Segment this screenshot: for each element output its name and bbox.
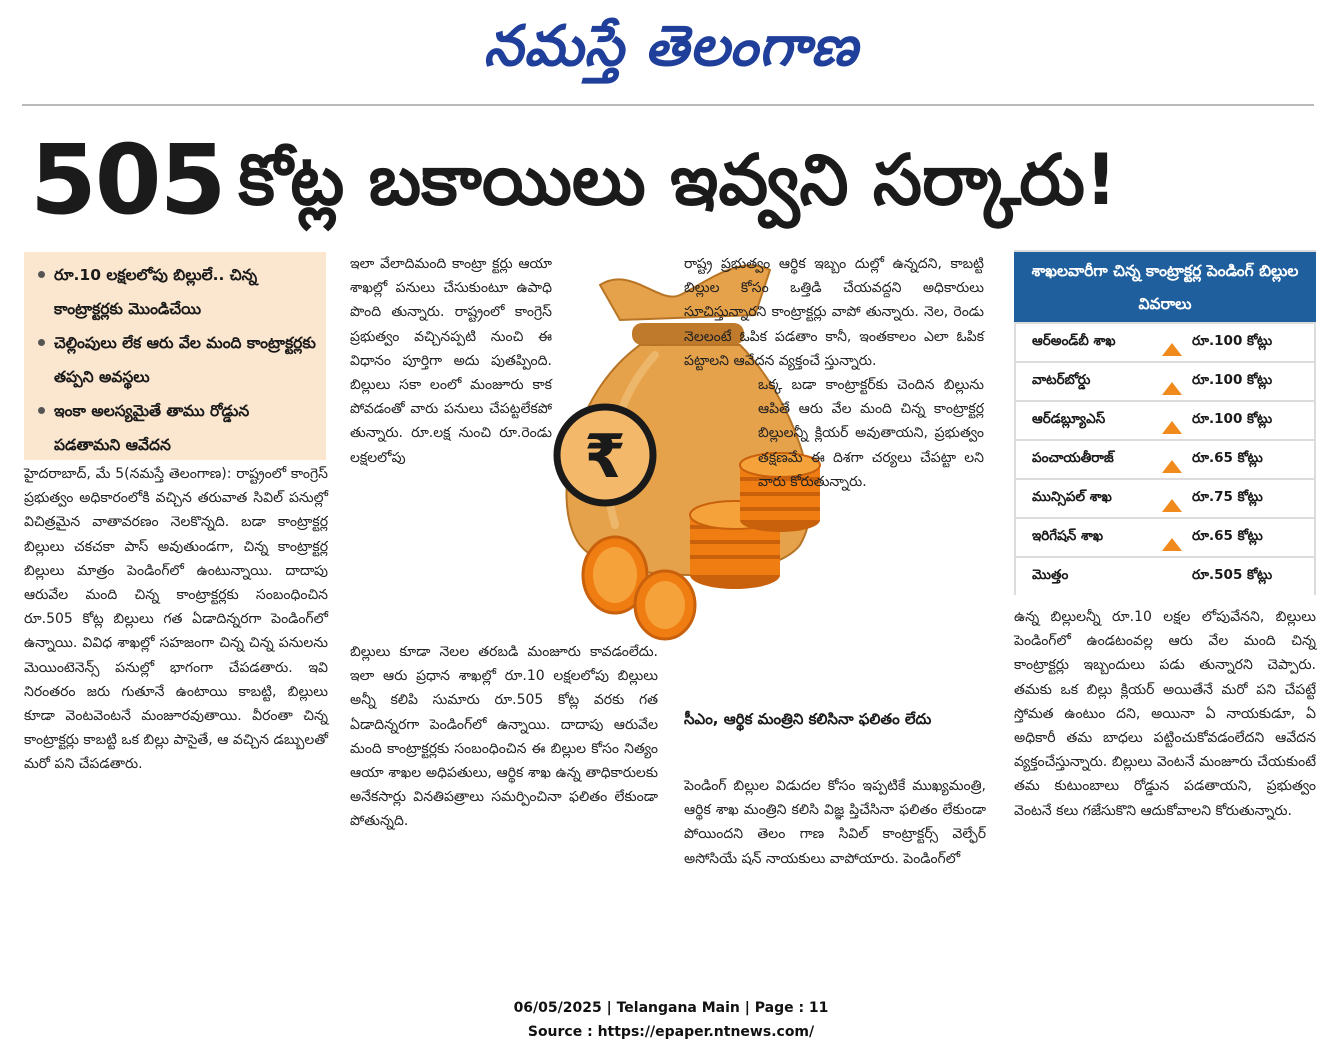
table-cell-amount: రూ.75 కోట్లు xyxy=(1192,489,1263,505)
arrow-up-icon xyxy=(1162,421,1182,434)
rupee-symbol: ₹ xyxy=(584,422,626,492)
article-paragraph: హైదరాబాద్, మే 5(నమస్తే తెలంగాణ): రాష్ట్రంలో కాంగ్రెస్ ప్రభుత్వం అధికారంలోకి వచ్చిన తరువాత సివిల్ పనుల్లో విచిత్రమైన వాతావరణం నెలకొన్నది. బడా కాంట్రాక్టర్ల బిల్లులు చకచకా పాస్ అవుతుండగా, చిన్న కాంట్రాక్టర్ల బిల్లులు మాత్రం పెండింగ్‌లో ఉంటున్నాయి. దాదాపు ఆరువేల మంది చిన్న కాంట్రాక్టర్లకు సంబంధించిన రూ.505 కోట్ల బిల్లులు గత ఏడాదిన్నరగా పెండింగ్‌లో ఉన్నాయి. వివిధ శాఖల్లో సహజంగా చిన్న చిన్న పనులను మెయింటెనెన్స్ పనుల్లో భాగంగా చేపడతారు. ఇవి నిరంతరం జరు గుతూనే ఉంటాయి కాబట్టి, బిల్లులు కూడా వెంటవెంటనే మంజూరవుతాయి. వీరంతా చిన్న కాంట్రాక్టర్లు కాబట్టి ఒక బిల్లు పాసైతే, ఆ వచ్చిన డబ్బులతో మరో పని చేపడతారు. xyxy=(24,466,328,773)
coin xyxy=(635,571,695,639)
arrow-up-icon xyxy=(1162,382,1182,395)
arrow-up-icon xyxy=(1162,460,1182,473)
table-cell-amount: రూ.65 కోట్లు xyxy=(1192,528,1263,544)
headline xyxy=(30,125,1315,235)
article-column-3-top xyxy=(684,252,984,494)
highlight-item: ఇంకా అలస్యమైతే తాము రోడ్డున పడతామని ఆవేదన xyxy=(34,394,318,462)
table-cell-dept: పంచాయతీరాజ్ xyxy=(1032,450,1114,466)
page-footer xyxy=(0,996,1342,1044)
article-column-1 xyxy=(24,462,328,777)
sub-heading: సీఎం, ఆర్థిక మంత్రిని కలిసినా ఫలితం లేదు xyxy=(684,710,932,728)
headline-number: 505 xyxy=(30,125,225,235)
table-title: శాఖలవారీగా చిన్న కాంట్రాక్టర్ల పెండింగ్ బిల్లుల వివరాలు xyxy=(1014,252,1316,322)
table-cell-dept: వాటర్‌బోర్డు xyxy=(1032,372,1091,388)
headline-text: కోట్ల బకాయిలు ఇవ్వని సర్కారు! xyxy=(238,139,1117,221)
table-cell-amount: రూ.505 కోట్లు xyxy=(1192,567,1273,583)
pending-bills-table xyxy=(1014,250,1316,595)
highlight-item: చెల్లింపులు లేక ఆరు వేల మంది కాంట్రాక్టర్లకు తప్పని అవస్థలు xyxy=(34,326,318,394)
table-cell-amount: రూ.65 కోట్లు xyxy=(1192,450,1263,466)
table-row xyxy=(1016,363,1314,400)
masthead: నమస్తే తెలంగాణ xyxy=(483,13,859,79)
article-paragraph: రాష్ట్ర ప్రభుత్వం ఆర్థిక ఇబ్బం దుల్లో ఉన్నదని, కాబట్టి బిల్లుల కోసం ఒత్తిడి చేయవద్దని అధికారులు సూచిస్తున్నారని కాంట్రాక్టర్లు వాపో తున్నారు. నెల, రెండు నెలలంటే ఓపిక పడతాం కానీ, ఇంతకాలం ఎలా ఓపిక పట్టాలని ఆవేదన వ్యక్తంచే స్తున్నారు. xyxy=(684,256,984,369)
table-cell-dept: మున్సిపల్ శాఖ xyxy=(1032,489,1112,505)
table-cell-dept: ఆర్అండ్‌బీ శాఖ xyxy=(1032,333,1116,349)
highlights-box xyxy=(24,252,326,460)
article-column-4 xyxy=(1014,605,1316,823)
arrow-up-icon xyxy=(1162,343,1182,356)
arrow-up-icon xyxy=(1162,538,1182,551)
table-row xyxy=(1016,441,1314,478)
table-cell-amount: రూ.100 కోట్లు xyxy=(1192,411,1273,427)
table-cell-amount: రూ.100 కోట్లు xyxy=(1192,372,1273,388)
table-cell-dept: మొత్తం xyxy=(1032,567,1069,583)
table-row xyxy=(1016,402,1314,439)
article-paragraph: ఒక్క బడా కాంట్రాక్టర్‌కు చెందిన బిల్లును ఆపితే ఆరు వేల మంది చిన్న కాంట్రాక్టర్ల బిల్లులన్నీ క్లియర్ అవుతాయని, ప్రభుత్వం తక్షణమే ఈ దిశగా చర్యలు చేపట్టా లని వారు కోరుతున్నారు. xyxy=(758,377,984,490)
article-column-2-top xyxy=(350,252,552,470)
article-column-3-bottom xyxy=(684,774,986,871)
article-paragraph: బిల్లులు కూడా నెలల తరబడి మంజూరు కావడంలేదు. ఇలా ఆరు ప్రధాన శాఖల్లో రూ.10 లక్షలలోపు బిల్లులు అన్నీ కలిపి సుమారు రూ.505 కోట్ల వరకు గత ఏడాదిన్నరగా పెండింగ్‌లో ఉన్నాయి. దాదాపు ఆరువేల మంది కాంట్రాక్టర్లకు సంబంధించిన ఈ బిల్లుల కోసం నిత్యం ఆయా శాఖల అధిపతులు, ఆర్థిక శాఖ ఉన్న తాధికారులకు అనేకసార్లు వినతిపత్రాలు సమర్పించినా ఫలితం లేకుండా పోతున్నది. xyxy=(350,644,658,830)
table-row xyxy=(1016,324,1314,361)
table-row-total xyxy=(1016,558,1314,595)
article-paragraph: ఉన్న బిల్లులన్నీ రూ.10 లక్షల లోపువేనని, బిల్లులు పెండింగ్‌లో ఉండటంవల్ల ఆరు వేల మంది చిన్న కాంట్రాక్టర్లు ఇబ్బందులు పడు తున్నారని చెప్పారు. తమకు ఒక బిల్లు క్లియర్ అయితేనే మరో పని చేపట్టే స్తోమత ఉంటుం దని, అయినా ఏ నాయకుడూ, ఏ అధికారీ తమ బాధలు పట్టించుకోవడంలేదని ఆవేదన వ్యక్తంచేస్తున్నారు. బిల్లులు వెంటనే మంజూరు చేయకుంటే తమ కుటుంబాలు రోడ్డున పడతాయని, ప్రభుత్వం వెంటనే కలు గజేసుకొని ఆదుకోవాలని కోరుతున్నారు. xyxy=(1014,609,1316,819)
table-cell-amount: రూ.100 కోట్లు xyxy=(1192,333,1273,349)
article-paragraph: పెండింగ్ బిల్లుల విడుదల కోసం ఇప్పటికే ముఖ్యమంత్రి, ఆర్థిక శాఖ మంత్రిని కలిసి విజ్ఞ ప్తిచేసినా ఫలితం లేకుండా పోయిందని తెలం గాణ సివిల్ కాంట్రాక్టర్స్ వెల్ఫేర్ అసోసియే షన్ నాయకులు వాపోయారు. పెండింగ్‌లో xyxy=(684,778,986,867)
article-column-2-bottom xyxy=(350,640,658,834)
table-row xyxy=(1016,480,1314,517)
table-cell-dept: ఇరిగేషన్ శాఖ xyxy=(1032,528,1104,544)
header-divider xyxy=(22,104,1314,106)
footer-edition: 06/05/2025 | Telangana Main | Page : 11 xyxy=(513,1000,829,1016)
arrow-up-icon xyxy=(1162,499,1182,512)
footer-source: Source : https://epaper.ntnews.com/ xyxy=(527,1024,815,1040)
article-paragraph: ఇలా వేలాదిమంది కాంట్రా క్టర్లు ఆయా శాఖల్లో పనులు చేసుకుంటూ ఉపాధి పొంది తున్నారు. రాష్ట్రంలో కాంగ్రెస్ ప్రభుత్వం వచ్చినప్పటి నుంచి ఈ విధానం పూర్తిగా అదు పుతప్పింది. బిల్లులు సకా లంలో మంజూరు కాక పోవడంతో వారు పనులు చేపట్టలేకపో తున్నారు. రూ.లక్ష నుంచి రూ.రెండు లక్షలలోపు xyxy=(350,256,552,466)
table-cell-dept: ఆర్‌డబ్ల్యూఎస్ xyxy=(1032,411,1106,427)
table-row xyxy=(1016,519,1314,556)
highlight-item: రూ.10 లక్షలలోపు బిల్లులే.. చిన్న కాంట్రాక్టర్లకు మొండిచేయి xyxy=(34,258,318,326)
